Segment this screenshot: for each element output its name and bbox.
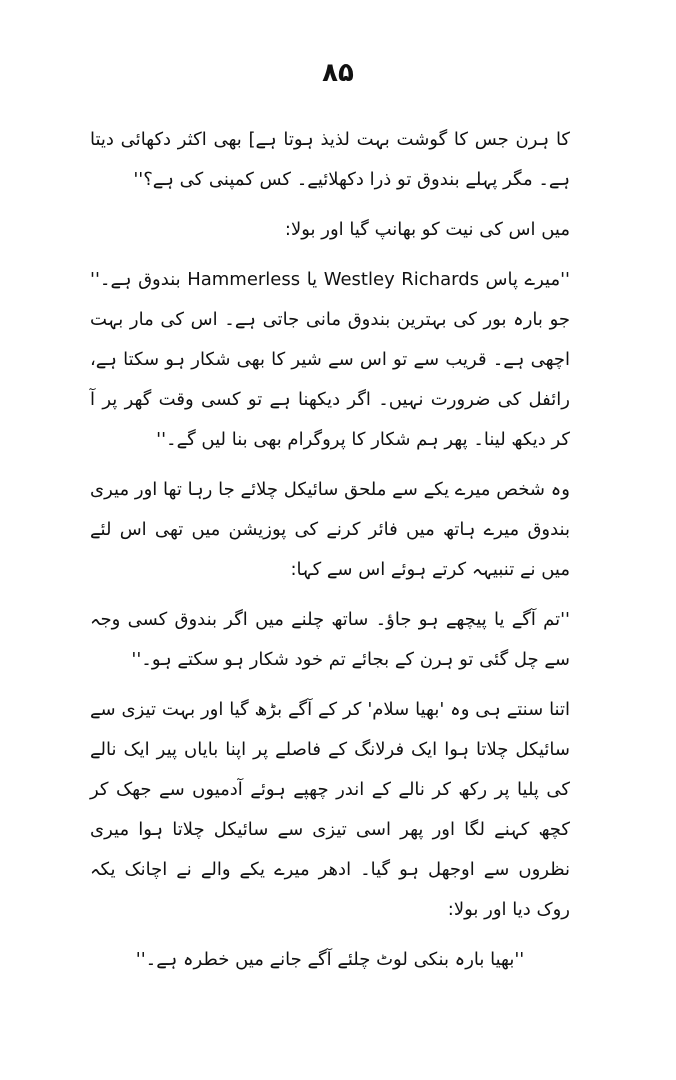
page-body <box>90 120 570 990</box>
paragraph-5: ''تم آگے یا پیچھے ہو جاؤ۔ ساتھ چلنے میں اگر بندوق کسی وجہ سے چل گئی تو ہرن کے بجائے تم خود شکار ہو سکتے ہو۔'' <box>90 609 570 670</box>
page-number: ۸۵ <box>322 58 354 88</box>
paragraph-1: کا ہرن جس کا گوشت بہت لذیذ ہوتا ہے] بھی اکثر دکھائی دیتا ہے۔ مگر پہلے بندوق تو ذرا دکھلائیے۔ کس کمپنی کی ہے؟'' <box>90 129 570 190</box>
paragraph-7: ''بھیا بارہ بنکی لوٹ چلئے آگے جانے میں خطرہ ہے۔'' <box>135 949 525 970</box>
paragraph-4: وہ شخص میرے یکے سے ملحق سائیکل چلائے جا رہا تھا اور میری بندوق میرے ہاتھ میں فائر کرنے کی پوزیشن میں تھی اس لئے میں نے تنبیہہ کرتے ہوئے اس سے کہا: <box>90 479 570 580</box>
paragraph-3: ''میرے پاس Westley Richards یا Hammerless بندوق ہے۔'' جو بارہ بور کی بہترین بندوق مانی جاتی ہے۔ اس کی مار بہت اچھی ہے۔ قریب سے تو اس سے شیر کا بھی شکار ہو سکتا ہے، رائفل کی ضرورت نہیں۔ اگر دیکھنا ہے تو کسی وقت گھر پر آ کر دیکھ لینا۔ پھر ہم شکار کا پروگرام بھی بنا لیں گے۔'' <box>90 269 571 450</box>
paragraph-2: میں اس کی نیت کو بھانپ گیا اور بولا: <box>284 219 570 240</box>
paragraph-6: اتنا سنتے ہی وہ 'بھیا سلام' کر کے آگے بڑھ گیا اور بہت تیزی سے سائیکل چلاتا ہوا ایک فرلانگ کے فاصلے پر اپنا بایاں پیر ایک نالے کی پلیا پر رکھ کر نالے کے اندر چھپے ہوئے آدمیوں سے جھک کر کچھ کہنے لگا اور پھر اسی تیزی سے سائیکل چلاتا ہوا میری نظروں سے اوجھل ہو گیا۔ ادھر میرے یکے والے نے اچانک یکہ روک دیا اور بولا: <box>90 699 570 920</box>
